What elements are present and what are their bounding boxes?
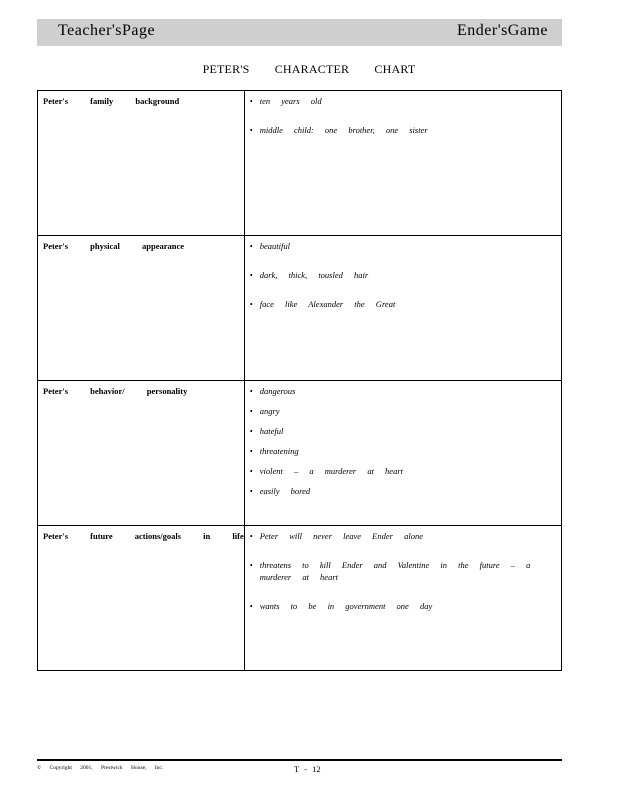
character-chart-table [37, 90, 562, 671]
bullet-icon: • [249, 486, 253, 496]
list-item: • Peter will never leave Ender alone [249, 531, 423, 541]
bullet-icon: • [249, 299, 253, 309]
page-header [37, 19, 562, 46]
list-item: • hateful [249, 426, 284, 436]
list-item: • dangerous [249, 386, 296, 396]
table-row [38, 236, 562, 381]
row-label-cell [38, 381, 245, 526]
list-item: • wants to be in government one day [249, 601, 433, 611]
row-label: Peter's behavior/ personality [43, 386, 188, 396]
row-label: Peter's family background [43, 96, 180, 106]
bullet-icon: • [249, 386, 253, 396]
list-item: • dark, thick, tousled hair [249, 270, 369, 280]
table-row [38, 526, 562, 671]
table-row [38, 381, 562, 526]
bullet-icon: • [249, 601, 253, 611]
header-left-title: Teacher'sPage [58, 22, 156, 39]
bullet-icon: • [249, 560, 253, 570]
bullet-icon: • [249, 426, 253, 436]
chart-title: PETER'S CHARACTER CHART [202, 62, 416, 76]
list-item: • ten years old [249, 96, 322, 106]
bullet-icon: • [249, 406, 253, 416]
bullet-icon: • [249, 466, 253, 476]
bullet-icon: • [249, 531, 253, 541]
row-label-cell [38, 91, 245, 236]
bullet-icon: • [249, 96, 253, 106]
list-item: • angry [249, 406, 280, 416]
footer-divider [37, 759, 562, 761]
row-label: Peter's future actions/goals in life [43, 531, 244, 541]
bullet-icon: • [249, 125, 253, 135]
copyright-text: © Copyright 2001, Prestwick House, Inc. [37, 765, 164, 771]
row-content-cell [244, 381, 561, 526]
list-item: • face like Alexander the Great [249, 299, 396, 309]
list-item: • threatening [249, 446, 299, 456]
row-label: Peter's physical appearance [43, 241, 185, 251]
list-item: • middle child: one brother, one sister [249, 125, 428, 135]
row-content-cell [244, 526, 561, 671]
header-right-title: Ender'sGame [456, 22, 548, 39]
table-row [38, 91, 562, 236]
row-content-cell [244, 236, 561, 381]
list-item: • violent – a murderer at heart [249, 466, 404, 476]
row-content-cell [244, 91, 561, 236]
list-item: • threatens to kill Ender and Valentine in the future – a murderer at heart [249, 560, 531, 582]
row-label-cell [38, 526, 245, 671]
list-item: • beautiful [249, 241, 290, 251]
row-label-cell [38, 236, 245, 381]
list-item: • easily bored [249, 486, 311, 496]
bullet-icon: • [249, 446, 253, 456]
page-number: T - 12 [294, 764, 321, 774]
bullet-icon: • [249, 241, 253, 251]
bullet-icon: • [249, 270, 253, 280]
